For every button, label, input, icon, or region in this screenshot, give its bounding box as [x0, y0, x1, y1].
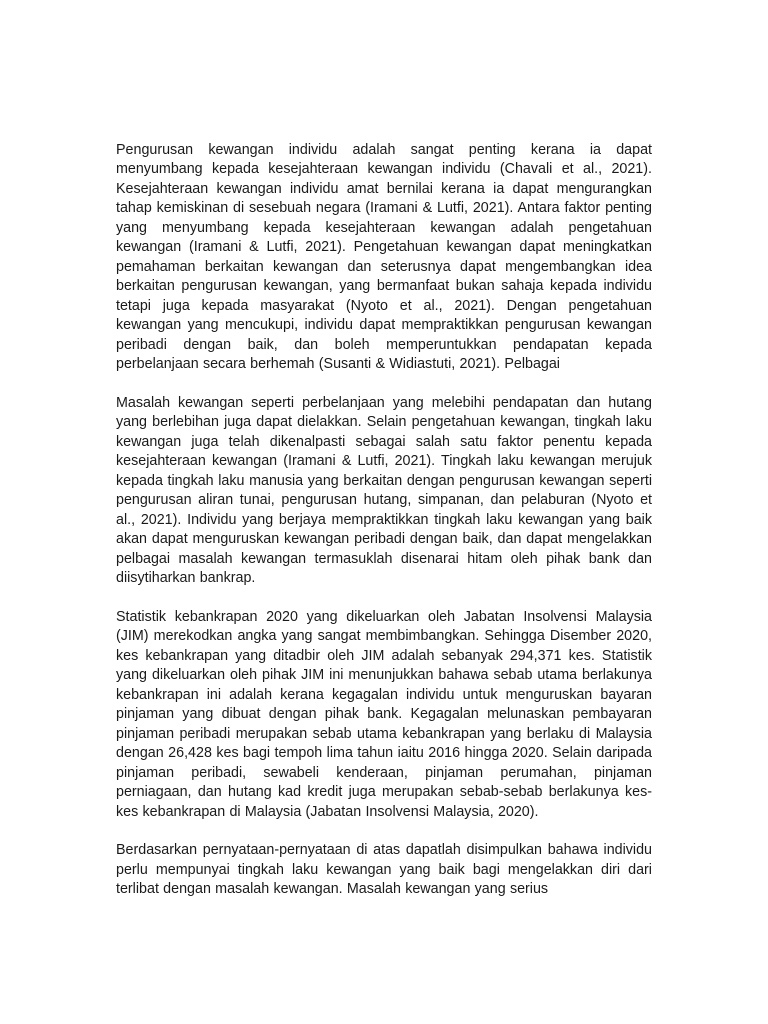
- paragraph-2: Masalah kewangan seperti perbelanjaan yang melebihi pendapatan dan hutang yang berlebihan juga dapat dielakkan. Selain pengetahuan kewangan, tingkah laku kewangan juga telah dikenalpasti sebagai salah satu faktor penentu kepada kesejahteraan kewangan (Iramani & Lutfi, 2021). Tingkah laku kewangan merujuk kepada tingkah laku manusia yang berkaitan dengan pengurusan kewangan seperti pengurusan aliran tunai, pengurusan hutang, simpanan, dan pelaburan (Nyoto et al., 2021). Individu yang berjaya mempraktikkan tingkah laku kewangan yang baik akan dapat menguruskan kewangan peribadi dengan baik, dan dapat mengelakkan pelbagai masalah kewangan termasuklah disenarai hitam oleh pihak bank dan diisytiharkan bankrap.: [116, 394, 652, 587]
- body-text: [116, 141, 652, 900]
- paragraph-3: Statistik kebankrapan 2020 yang dikeluarkan oleh Jabatan Insolvensi Malaysia (JIM) merekodkan angka yang sangat membimbangkan. Sehingga Disember 2020, kes kebankrapan yang ditadbir oleh JIM adalah sebanyak 294,371 kes. Statistik yang dikeluarkan oleh pihak JIM ini menunjukkan bahawa sebab utama berlakunya kebankrapan ini adalah kerana kegagalan individu untuk menguruskan bayaran pinjaman yang dibuat dengan pihak bank. Kegagalan melunaskan pembayaran pinjaman peribadi merupakan sebab utama kebankrapan yang berlaku di Malaysia dengan 26,428 kes bagi tempoh lima tahun iaitu 2016 hingga 2020. Selain daripada pinjaman peribadi, sewabeli kenderaan, pinjaman perumahan, pinjaman perniagaan, dan hutang kad kredit juga merupakan sebab-sebab berlakunya kes-kes kebankrapan di Malaysia (Jabatan Insolvensi Malaysia, 2020).: [116, 608, 652, 820]
- paragraph-1: Pengurusan kewangan individu adalah sangat penting kerana ia dapat menyumbang kepada kesejahteraan kewangan individu (Chavali et al., 2021). Kesejahteraan kewangan individu amat bernilai kerana ia dapat mengurangkan tahap kemiskinan di sesebuah negara (Iramani & Lutfi, 2021). Antara faktor penting yang menyumbang kepada kesejahteraan kewangan adalah pengetahuan kewangan (Iramani & Lutfi, 2021). Pengetahuan kewangan dapat meningkatkan pemahaman berkaitan kewangan dan seterusnya dapat mengembangkan idea berkaitan pengurusan kewangan, yang bermanfaat bukan sahaja kepada individu tetapi juga kepada masyarakat (Nyoto et al., 2021). Dengan pengetahuan kewangan yang mencukupi, individu dapat mempraktikkan pengurusan kewangan peribadi dengan baik, dan boleh memperuntukkan pendapatan kepada perbelanjaan secara berhemah (Susanti & Widiastuti, 2021). Pelbagai: [116, 142, 652, 372]
- paragraph-4: Berdasarkan pernyataan-pernyataan di atas dapatlah disimpulkan bahawa individu perlu mempunyai tingkah laku kewangan yang baik bagi mengelakkan diri dari terlibat dengan masalah kewangan. Masalah kewangan yang serius: [116, 842, 652, 898]
